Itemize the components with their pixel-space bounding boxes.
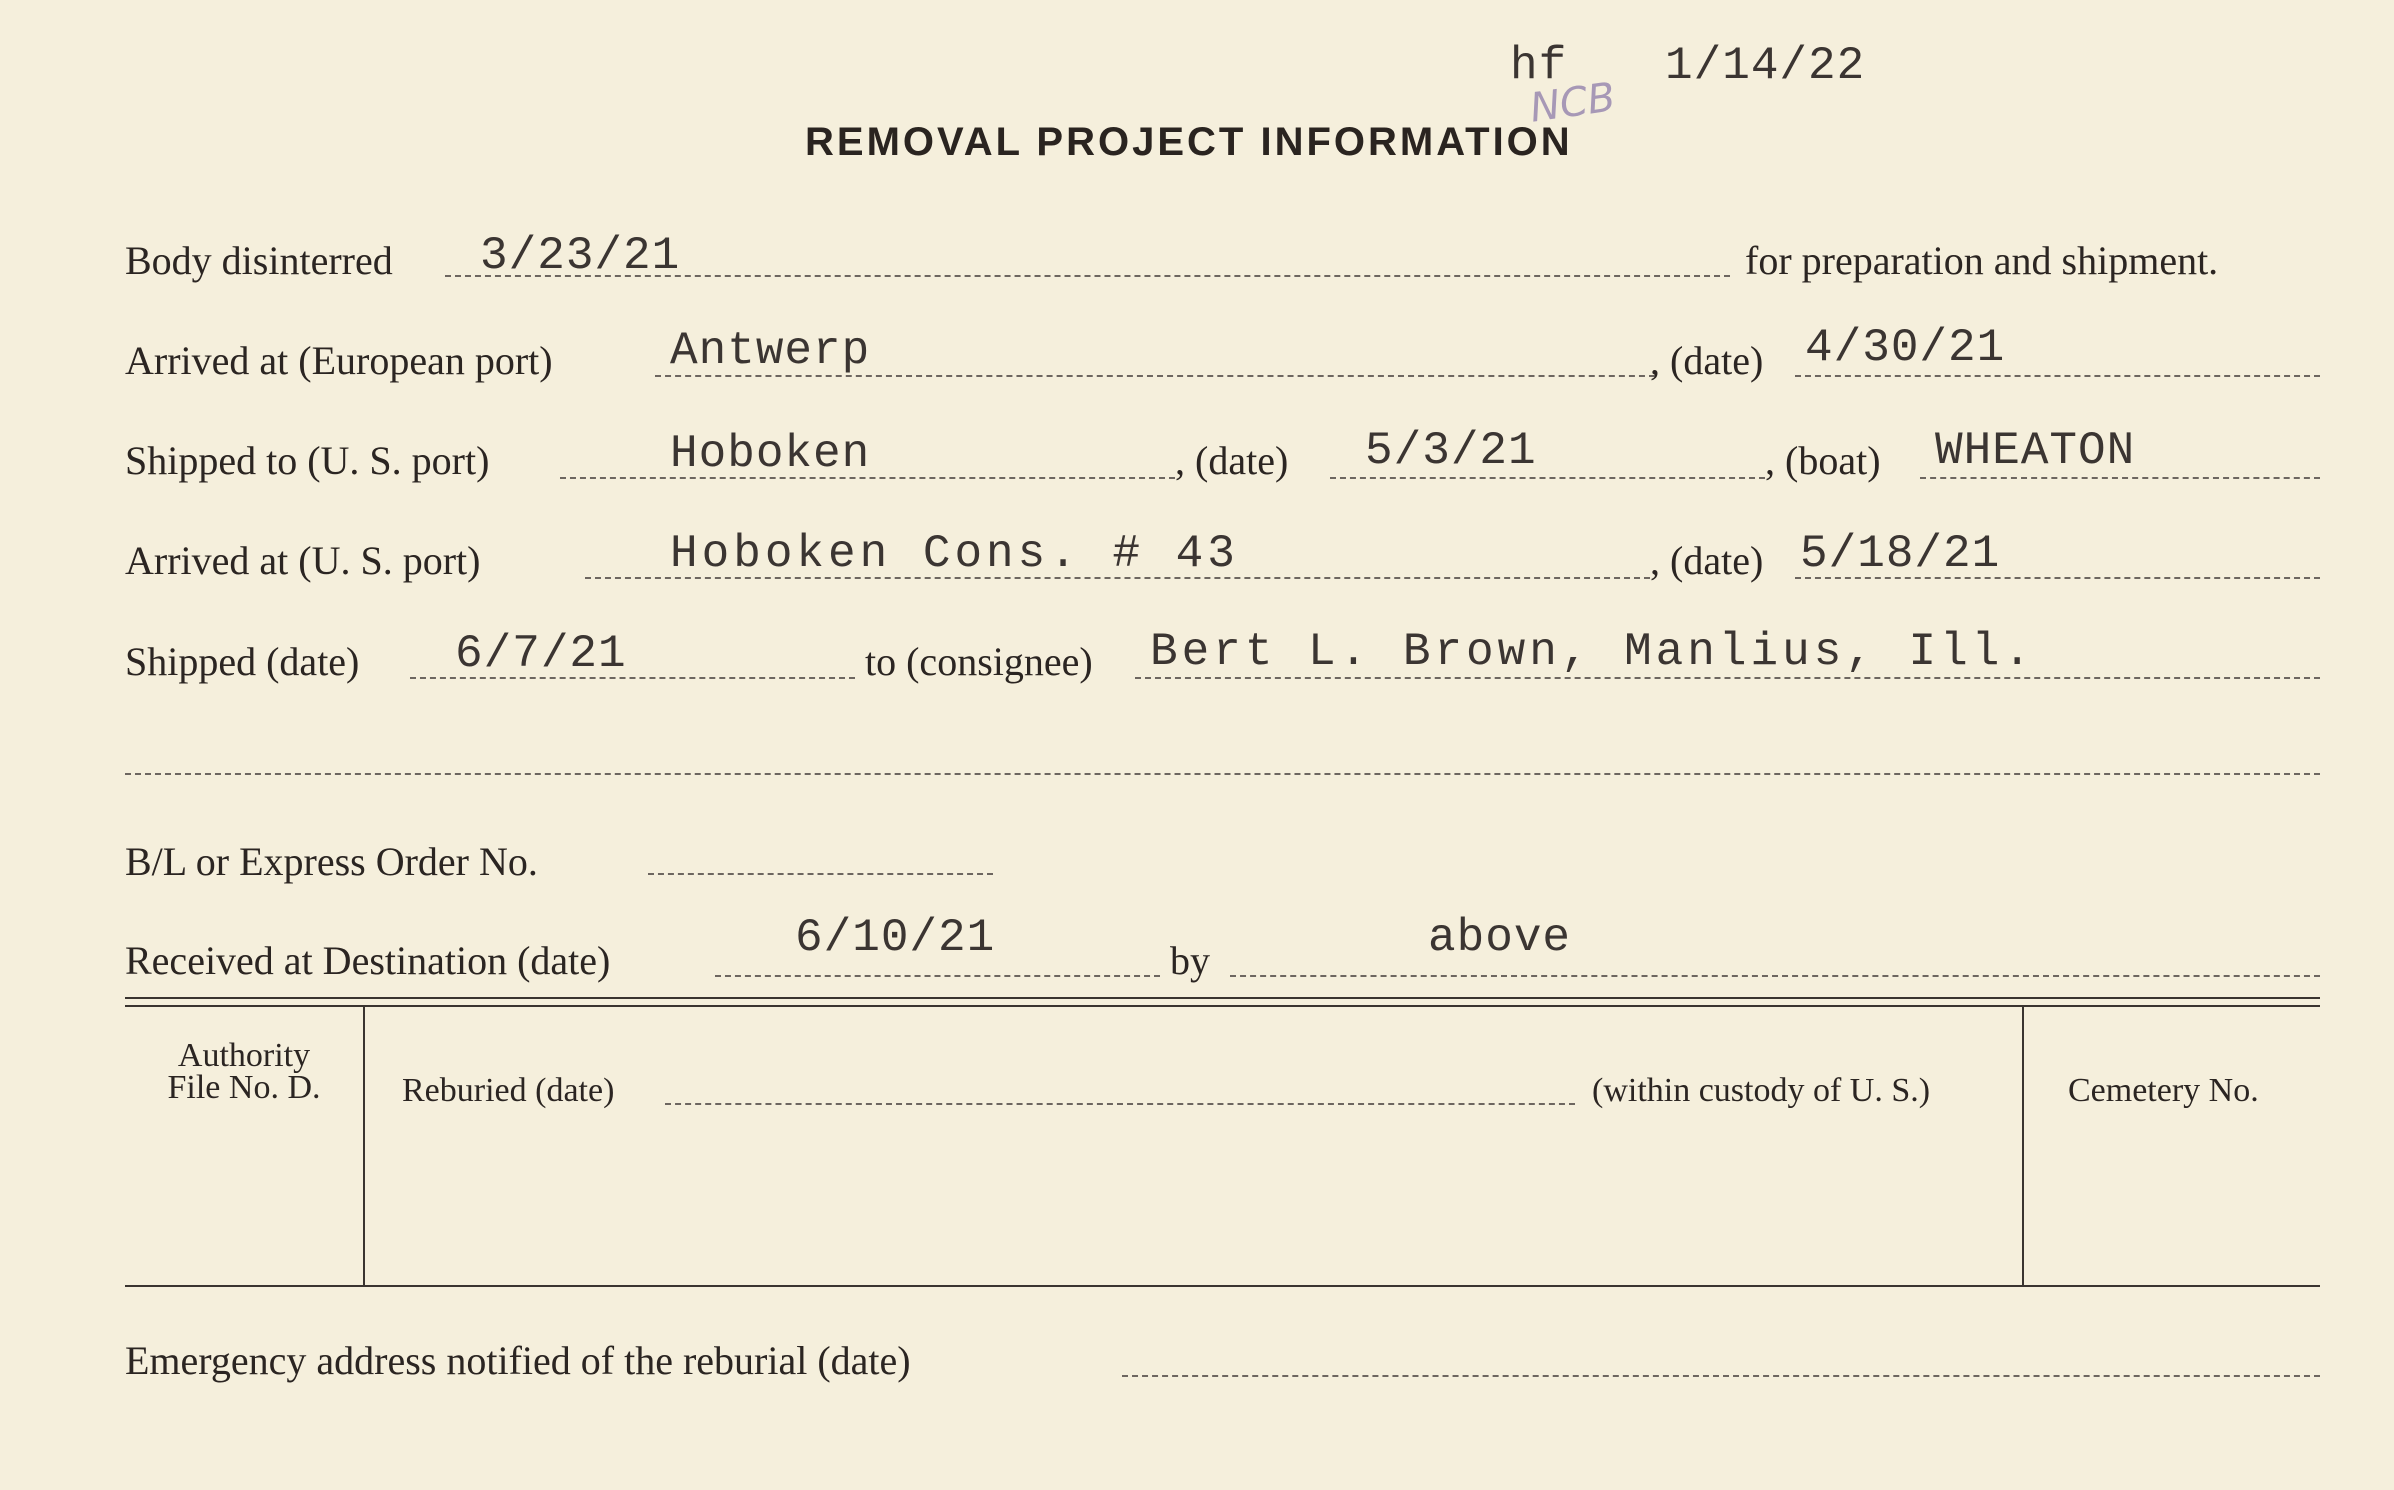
shipped-us-label: Shipped to (U. S. port) xyxy=(125,438,490,483)
shipped-us-boat-label: , (boat) xyxy=(1765,438,1881,483)
custody-note: (within custody of U. S.) xyxy=(1592,1072,1931,1109)
cemetery-label: Cemetery No. xyxy=(2068,1072,2259,1109)
consignee-label: to (consignee) xyxy=(865,639,1093,684)
continuation-line xyxy=(125,773,2320,775)
arrived-europe-date: 4/30/21 xyxy=(1805,322,2006,374)
divider-top-1 xyxy=(125,997,2320,999)
received-date: 6/10/21 xyxy=(795,912,996,964)
shipped-us-date: 5/3/21 xyxy=(1365,425,1537,477)
disinterred-suffix: for preparation and shipment. xyxy=(1745,238,2219,283)
page-title: REMOVAL PROJECT INFORMATION xyxy=(805,120,1573,164)
arrived-europe-port: Antwerp xyxy=(670,325,871,377)
received-date-line xyxy=(715,975,1160,977)
table-divider-right xyxy=(2022,1007,2024,1285)
authority-line-2: File No. D. xyxy=(167,1069,321,1106)
shipped-us-date-line xyxy=(1330,477,1765,479)
arrived-europe-date-line xyxy=(1795,375,2320,377)
arrived-us-port: Hoboken Cons. # 43 xyxy=(670,528,1239,580)
divider-bottom xyxy=(125,1285,2320,1287)
received-by: above xyxy=(1428,912,1572,964)
file-code: hf xyxy=(1510,40,1568,92)
divider-top-2 xyxy=(125,1005,2320,1007)
emergency-line xyxy=(1122,1375,2320,1377)
arrived-us-label: Arrived at (U. S. port) xyxy=(125,538,481,583)
consignee-value: Bert L. Brown, Manlius, Ill. xyxy=(1150,626,2035,678)
disinterred-date: 3/23/21 xyxy=(480,230,681,282)
reburied-label: Reburied (date) xyxy=(402,1072,615,1109)
handwritten-stamp: NCB xyxy=(1527,74,1619,132)
shipped-us-port: Hoboken xyxy=(670,428,871,480)
authority-label xyxy=(125,1037,363,1106)
authority-line-1: Authority xyxy=(177,1037,311,1074)
shipped-us-boat-line xyxy=(1920,477,2320,479)
received-by-label: by xyxy=(1170,938,1210,983)
shipped-date-label: Shipped (date) xyxy=(125,639,360,684)
shipped-date: 6/7/21 xyxy=(455,628,627,680)
arrived-europe-label: Arrived at (European port) xyxy=(125,338,553,383)
emergency-label: Emergency address notified of the reburial (date) xyxy=(125,1338,911,1383)
bl-order-label: B/L or Express Order No. xyxy=(125,839,538,884)
arrived-europe-date-label: , (date) xyxy=(1650,338,1764,383)
reburied-line xyxy=(665,1103,1575,1105)
table-divider-left xyxy=(363,1007,365,1285)
bl-order-line xyxy=(648,873,993,875)
received-by-line xyxy=(1230,975,2320,977)
disinterred-label: Body disinterred xyxy=(125,238,393,283)
arrived-us-date: 5/18/21 xyxy=(1800,528,2001,580)
shipped-us-boat: WHEATON xyxy=(1935,425,2136,477)
file-date: 1/14/22 xyxy=(1665,40,1866,92)
received-label: Received at Destination (date) xyxy=(125,938,611,983)
arrived-us-date-label: , (date) xyxy=(1650,538,1764,583)
shipped-us-date-label: , (date) xyxy=(1175,438,1289,483)
